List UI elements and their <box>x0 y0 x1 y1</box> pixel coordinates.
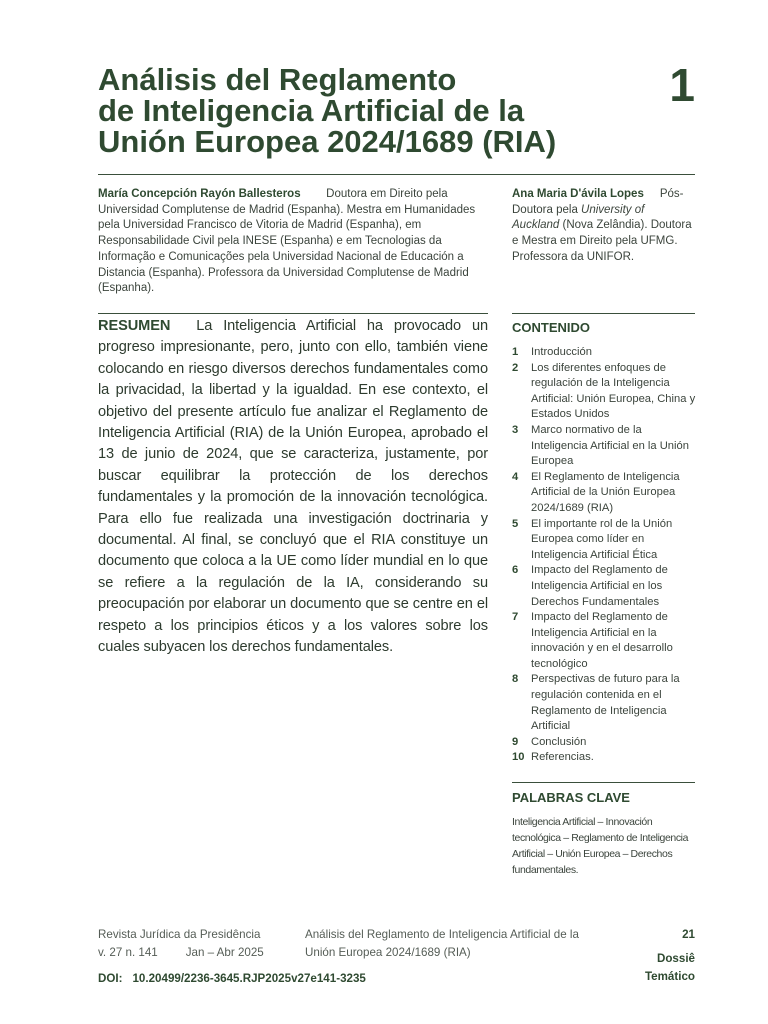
toc-number: 9 <box>512 735 519 748</box>
toc-text: Introducción <box>531 346 592 358</box>
section-label-line: Temático <box>644 970 695 983</box>
running-title: Análisis del Reglamento de Inteligencia Artificial de la Unión Europea 2024/1689 (RIA) <box>305 928 579 959</box>
toc-text: Impacto del Reglamento de Inteligencia Artificial en la innovación y en el desarrollo tecnológico <box>531 611 673 670</box>
toc-text: Impacto del Reglamento de Inteligencia Artificial en los Derechos Fundamentales <box>531 564 668 608</box>
toc-item[interactable] <box>512 345 697 361</box>
chapter-number: 1 <box>669 59 695 111</box>
toc-number: 2 <box>512 361 519 374</box>
toc-number: 10 <box>512 751 525 764</box>
abstract <box>98 316 488 659</box>
abstract-text: La Inteligencia Artificial ha provocado un progreso impresionante, pero, junto con ello, también viene colocando en riesgo diversos derechos fundamentales como la privacidad, la libertad y la igualdad. En ese contexto, el objetivo del presente artículo fue analizar el Reglamento de Inteligencia Artificial (RIA) de la Unión Europea, aprobado el 13 de junio de 2024, que se caracteriza, justamente, por buscar equilibrar la protección de los derechos fundamentales y la promoción de la innovación tecnológica. Para ello fue realizada una investigación doctrinaria y documental. Al final, se concluyó que el RIA constituye un documento que coloca a la UE como líder mundial en lo que se refiere a la regulación de la IA, considerando su preocupación por elaborar un documento que se centre en el respeto a los principios éticos y a los valores sobre los cuales subyacen los derechos fundamentales. <box>98 318 488 656</box>
toc-item[interactable] <box>512 672 697 734</box>
author-bio-end: (Nova Zelândia). Doutora e Mestra em Direito pela UFMG. Professora da UNIFOR. <box>512 219 692 263</box>
toc-number: 6 <box>512 564 519 577</box>
author-bio-italic: University of Auckland <box>512 203 645 232</box>
doi[interactable] <box>98 970 376 988</box>
toc-text: El importante rol de la Unión Europea como líder en Inteligencia Artificial Ética <box>531 517 673 561</box>
journal-issue <box>98 944 292 962</box>
toc-text: Conclusión <box>531 735 587 748</box>
table-of-contents <box>512 345 697 766</box>
title-line: de Inteligencia Artificial de la <box>98 93 525 128</box>
author-divider <box>512 313 695 314</box>
contents-heading: CONTENIDO <box>512 320 590 335</box>
toc-number: 7 <box>512 611 519 624</box>
author-bio: Doutora em Direito pela Universidad Complutense de Madrid (Espanha). Mestra em Humanidades pela Universidad Francisco de Vitoria de Madrid (Espanha), em Responsabilidade Civil pela INESE (Espanha) e em Tecnologias da Informação e Comunicações pela Universidad Nacional de Educación a Distancia (Espanha). Professora da Universidad Complutense de Madrid (Espanha). <box>98 188 476 295</box>
toc-number: 1 <box>512 346 519 358</box>
section-label <box>615 950 695 986</box>
toc-item[interactable] <box>512 517 697 564</box>
contents-divider <box>512 782 695 783</box>
toc-number: 4 <box>512 470 519 483</box>
author-divider <box>98 313 488 314</box>
header-divider <box>98 174 695 175</box>
title-line: Unión Europea 2024/1689 (RIA) <box>98 124 557 159</box>
keywords-heading: PALABRAS CLAVE <box>512 790 630 805</box>
author-name: María Concepción Rayón Ballesteros <box>98 188 301 200</box>
toc-item[interactable] <box>512 423 697 470</box>
toc-item[interactable] <box>512 563 697 610</box>
toc-text: Los diferentes enfoques de regulación de la Inteligencia Artificial: Unión Europea, China y Estados Unidos <box>531 361 696 421</box>
toc-item[interactable] <box>512 750 697 766</box>
title-line: Análisis del Reglamento <box>98 62 457 97</box>
journal-period: Jan – Abr 2025 <box>185 946 264 959</box>
journal-volume: v. 27 n. 141 <box>98 946 158 959</box>
toc-text: El Reglamento de Inteligencia Artificial de la Unión Europea 2024/1689 (RIA) <box>531 470 680 514</box>
toc-text: Referencias. <box>531 751 594 764</box>
toc-number: 8 <box>512 673 519 686</box>
toc-item[interactable] <box>512 610 697 672</box>
toc-text: Marco normativo de la Inteligencia Artificial en la Unión Europea <box>531 423 689 468</box>
doi-link[interactable]: 10.20499/2236-3645.RJP2025v27e141-3235 <box>132 972 366 985</box>
author-block-primary <box>98 187 480 297</box>
article-title <box>98 64 618 157</box>
author-bio-start: Pós-Doutora pela <box>512 188 684 216</box>
doi-label: DOI: <box>98 972 123 985</box>
toc-item[interactable] <box>512 361 697 423</box>
toc-number: 5 <box>512 517 519 530</box>
toc-text: Perspectivas de futuro para la regulación contenida en el Reglamento de Inteligencia Artificial <box>531 673 680 733</box>
abstract-label: RESUMEN <box>98 318 171 334</box>
toc-item[interactable] <box>512 470 697 517</box>
toc-item[interactable] <box>512 735 697 751</box>
section-label-line: Dossiê <box>656 952 695 965</box>
toc-number: 3 <box>512 423 519 436</box>
author-block-secondary <box>512 187 692 266</box>
author-name: Ana Maria D'ávila Lopes <box>512 188 644 200</box>
journal-name: Revista Jurídica da Presidência <box>98 928 261 941</box>
page-number: 21 <box>682 928 695 941</box>
keywords-list: Inteligencia Artificial – Innovación tecnológica – Reglamento de Inteligencia Artificial – Unión Europea – Derechos fundamentales. <box>512 816 689 876</box>
